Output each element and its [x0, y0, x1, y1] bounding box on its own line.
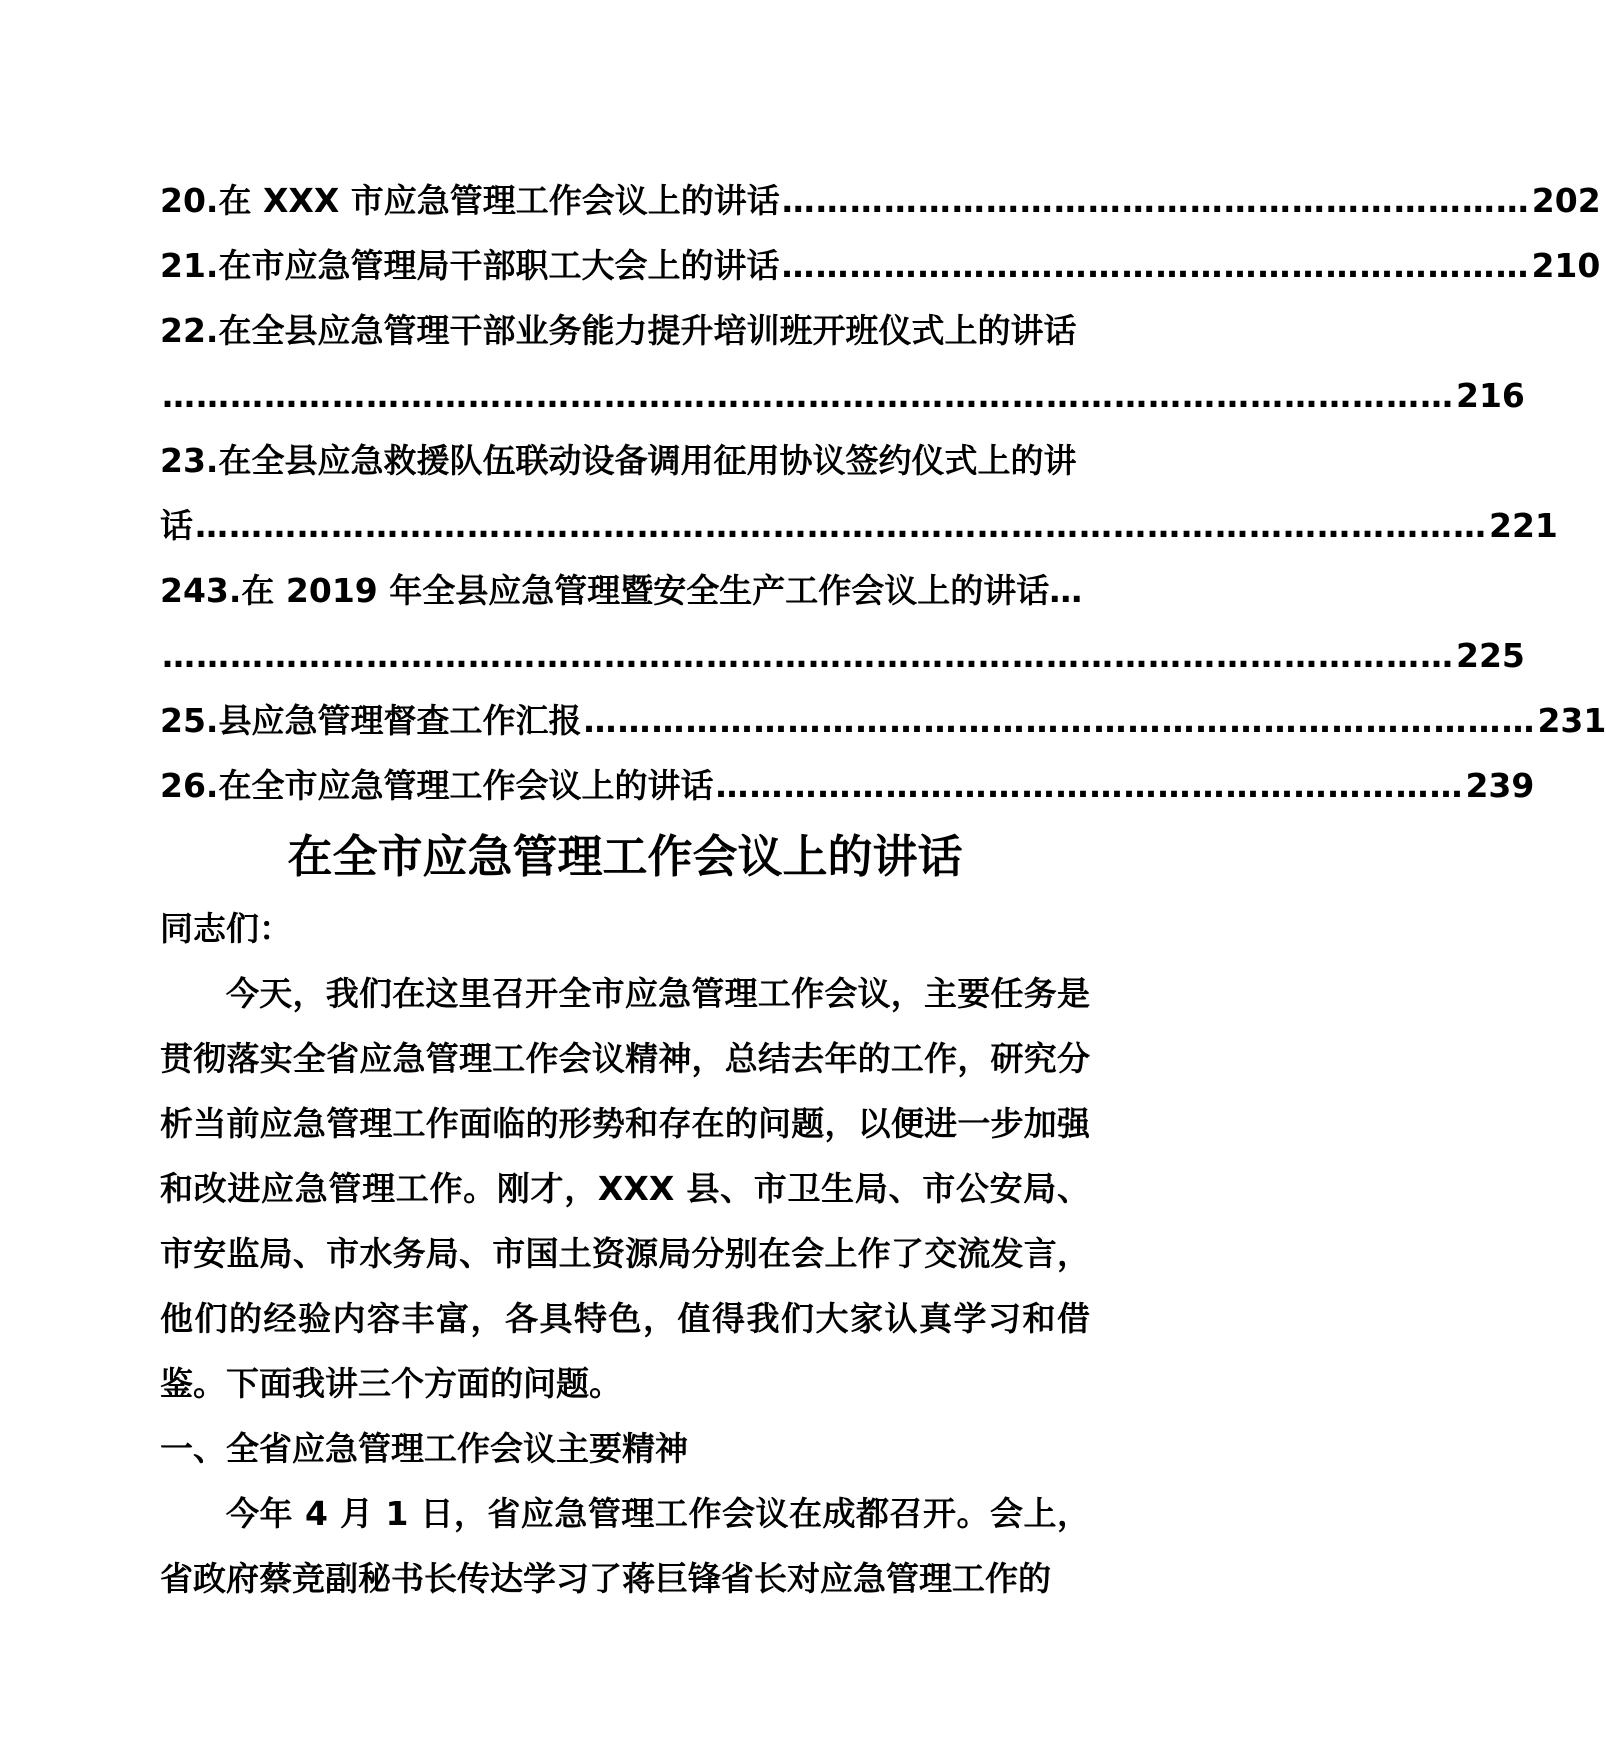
toc-entry-23	[160, 428, 1090, 493]
toc-entry-21	[160, 233, 1601, 298]
document-body	[160, 896, 1090, 1611]
toc-leader-dots: ……………………………………………………………………………………………………	[195, 506, 1487, 545]
toc-entry-page: 239	[1465, 766, 1535, 805]
toc-entry-22-continuation	[160, 363, 1525, 428]
toc-entry-title: 23.在全县应急救援队伍联动设备调用征用协议签约仪式上的讲	[160, 441, 1077, 480]
toc-entry-23-continuation	[160, 493, 1558, 558]
toc-entry-22	[160, 298, 1090, 363]
toc-entry-title: 25.县应急管理督查工作汇报	[160, 701, 582, 740]
toc-entry-20	[160, 168, 1601, 233]
toc-entry-page: 210	[1531, 246, 1601, 285]
section-heading: 一、全省应急管理工作会议主要精神	[160, 1429, 688, 1468]
document-title: 在全市应急管理工作会议上的讲话	[287, 830, 963, 883]
toc-entry-24	[160, 558, 1090, 623]
toc-leader-dots: …………………………………………………………………………	[583, 701, 1536, 740]
table-of-contents	[160, 168, 1606, 818]
toc-entry-page: 231	[1537, 701, 1606, 740]
toc-entry-page: 216	[1456, 376, 1525, 415]
toc-entry-title: 243.在 2019 年全县应急管理暨安全生产工作会议上的讲话…	[160, 571, 1083, 610]
paragraph: 今年 4 月 1 日，省应急管理工作会议在成都召开。会上，省政府蔡竞副秘书长传达学习了蒋巨锋省长对应急管理工作的	[160, 1494, 1090, 1598]
toc-leader-dots: …………………………………………………………	[715, 766, 1464, 805]
toc-leader-dots: …………………………………………………………	[781, 246, 1530, 285]
toc-entry-26	[160, 753, 1535, 818]
toc-entry-title-continued: 话	[160, 506, 193, 545]
toc-entry-title: 26.在全市应急管理工作会议上的讲话	[160, 766, 714, 805]
toc-entry-page: 202	[1531, 181, 1601, 220]
toc-entry-title: 20.在 XXX 市应急管理工作会议上的讲话	[160, 181, 780, 220]
toc-entry-24-continuation	[160, 623, 1525, 688]
toc-leader-dots: ……………………………………………………………………………………………………	[162, 376, 1454, 415]
paragraph: 今天，我们在这里召开全市应急管理工作会议，主要任务是贯彻落实全省应急管理工作会议精神，总结去年的工作，研究分析当前应急管理工作面临的形势和存在的问题，以便进一步加强和改进应急管理工作。刚才，XXX 县、市卫生局、市公安局、市安监局、市水务局、市国土资源局分别在会上作了交流发言，他们的经验内容丰富，各具特色，值得我们大家认真学习和借鉴。下面我讲三个方面的问题。	[160, 974, 1090, 1403]
toc-entry-page: 221	[1489, 506, 1558, 545]
toc-entry-title: 21.在市应急管理局干部职工大会上的讲话	[160, 246, 780, 285]
toc-leader-dots: ……………………………………………………………………………………………………	[162, 636, 1454, 675]
toc-entry-title: 22.在全县应急管理干部业务能力提升培训班开班仪式上的讲话	[160, 311, 1077, 350]
salutation: 同志们：	[160, 909, 292, 948]
toc-entry-25	[160, 688, 1606, 753]
toc-entry-page: 225	[1456, 636, 1525, 675]
toc-leader-dots: …………………………………………………………	[781, 181, 1530, 220]
